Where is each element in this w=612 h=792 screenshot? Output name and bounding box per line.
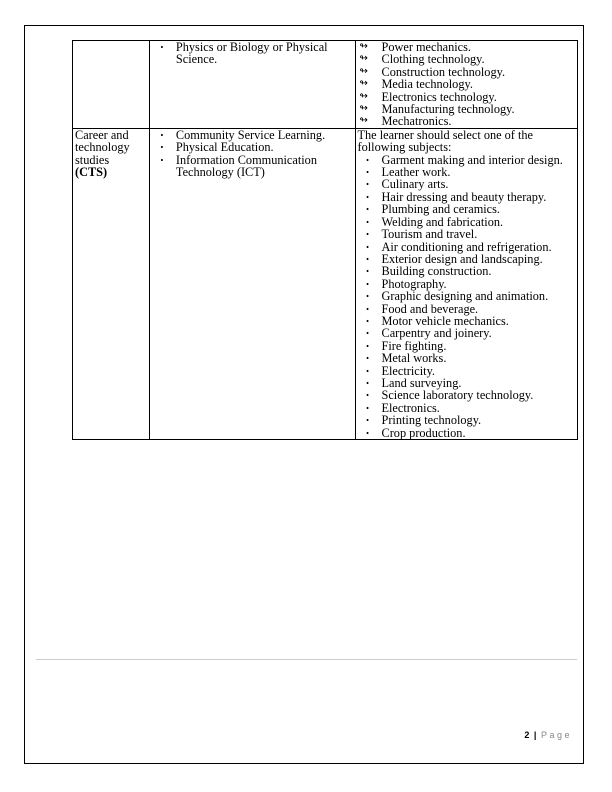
list-item: ↬ Power mechanics. [358, 41, 576, 53]
list-item: · Plumbing and ceramics. [358, 203, 576, 215]
optional-intro: The learner should select one of the following subjects: [357, 127, 534, 155]
list-item: · Carpentry and joinery. [358, 327, 576, 339]
list-item: · Crop production. [358, 427, 576, 439]
list-item: · Food and beverage. [358, 303, 576, 315]
list-item: ↬ Clothing technology. [358, 53, 576, 65]
list-item: ↬ Media technology. [358, 78, 576, 90]
list-item: · Culinary arts. [358, 178, 576, 190]
subjects-table [72, 40, 578, 440]
list-item: · Electricity. [358, 365, 576, 377]
list-item: · Building construction. [358, 265, 576, 277]
list-item: · Garment making and interior design. [358, 154, 576, 166]
list-item: · Science laboratory technology. [358, 389, 576, 401]
table-row [73, 128, 578, 439]
learning-area-cell [73, 41, 150, 129]
list-item: · Land surveying. [358, 377, 576, 389]
page-footer [524, 730, 572, 740]
learning-area: Career and technology studies [75, 127, 130, 167]
list-item: · Graphic designing and animation. [358, 290, 576, 302]
list-item: ↬ Construction technology. [358, 66, 576, 78]
list-item: · Information Communication Technology (ICT) [152, 154, 353, 179]
list-item: · Community Service Learning. [152, 129, 353, 141]
footer-separator: | [533, 730, 538, 740]
list-item: · Leather work. [358, 166, 576, 178]
core-subjects-cell [149, 41, 355, 129]
optional-subjects-cell [355, 41, 578, 129]
list-item: · Metal works. [358, 352, 576, 364]
list-item: · Motor vehicle mechanics. [358, 315, 576, 327]
core-subjects-cell [149, 128, 355, 439]
list-item: ↬ Manufacturing technology. [358, 103, 576, 115]
list-item: · Photography. [358, 278, 576, 290]
optional-subjects-cell [355, 128, 578, 439]
list-item: · Electronics. [358, 402, 576, 414]
list-item: · Fire fighting. [358, 340, 576, 352]
page-number: 2 [524, 730, 531, 740]
list-item: · Tourism and travel. [358, 228, 576, 240]
page-label: Page [540, 730, 572, 740]
table-row [73, 41, 578, 129]
list-item: · Hair dressing and beauty therapy. [358, 191, 576, 203]
footer-rule [36, 659, 577, 660]
list-item: ↬ Mechatronics. [358, 115, 576, 127]
list-item: · Physics or Biology or Physical Science. [152, 41, 353, 66]
list-item: · Air conditioning and refrigeration. [358, 241, 576, 253]
list-item: · Physical Education. [152, 141, 353, 153]
learning-area-cell [73, 128, 150, 439]
list-item: · Printing technology. [358, 414, 576, 426]
list-item: · Welding and fabrication. [358, 216, 576, 228]
list-item: ↬ Electronics technology. [358, 91, 576, 103]
list-item: · Exterior design and landscaping. [358, 253, 576, 265]
learning-area-abbr: (CTS) [75, 165, 108, 180]
